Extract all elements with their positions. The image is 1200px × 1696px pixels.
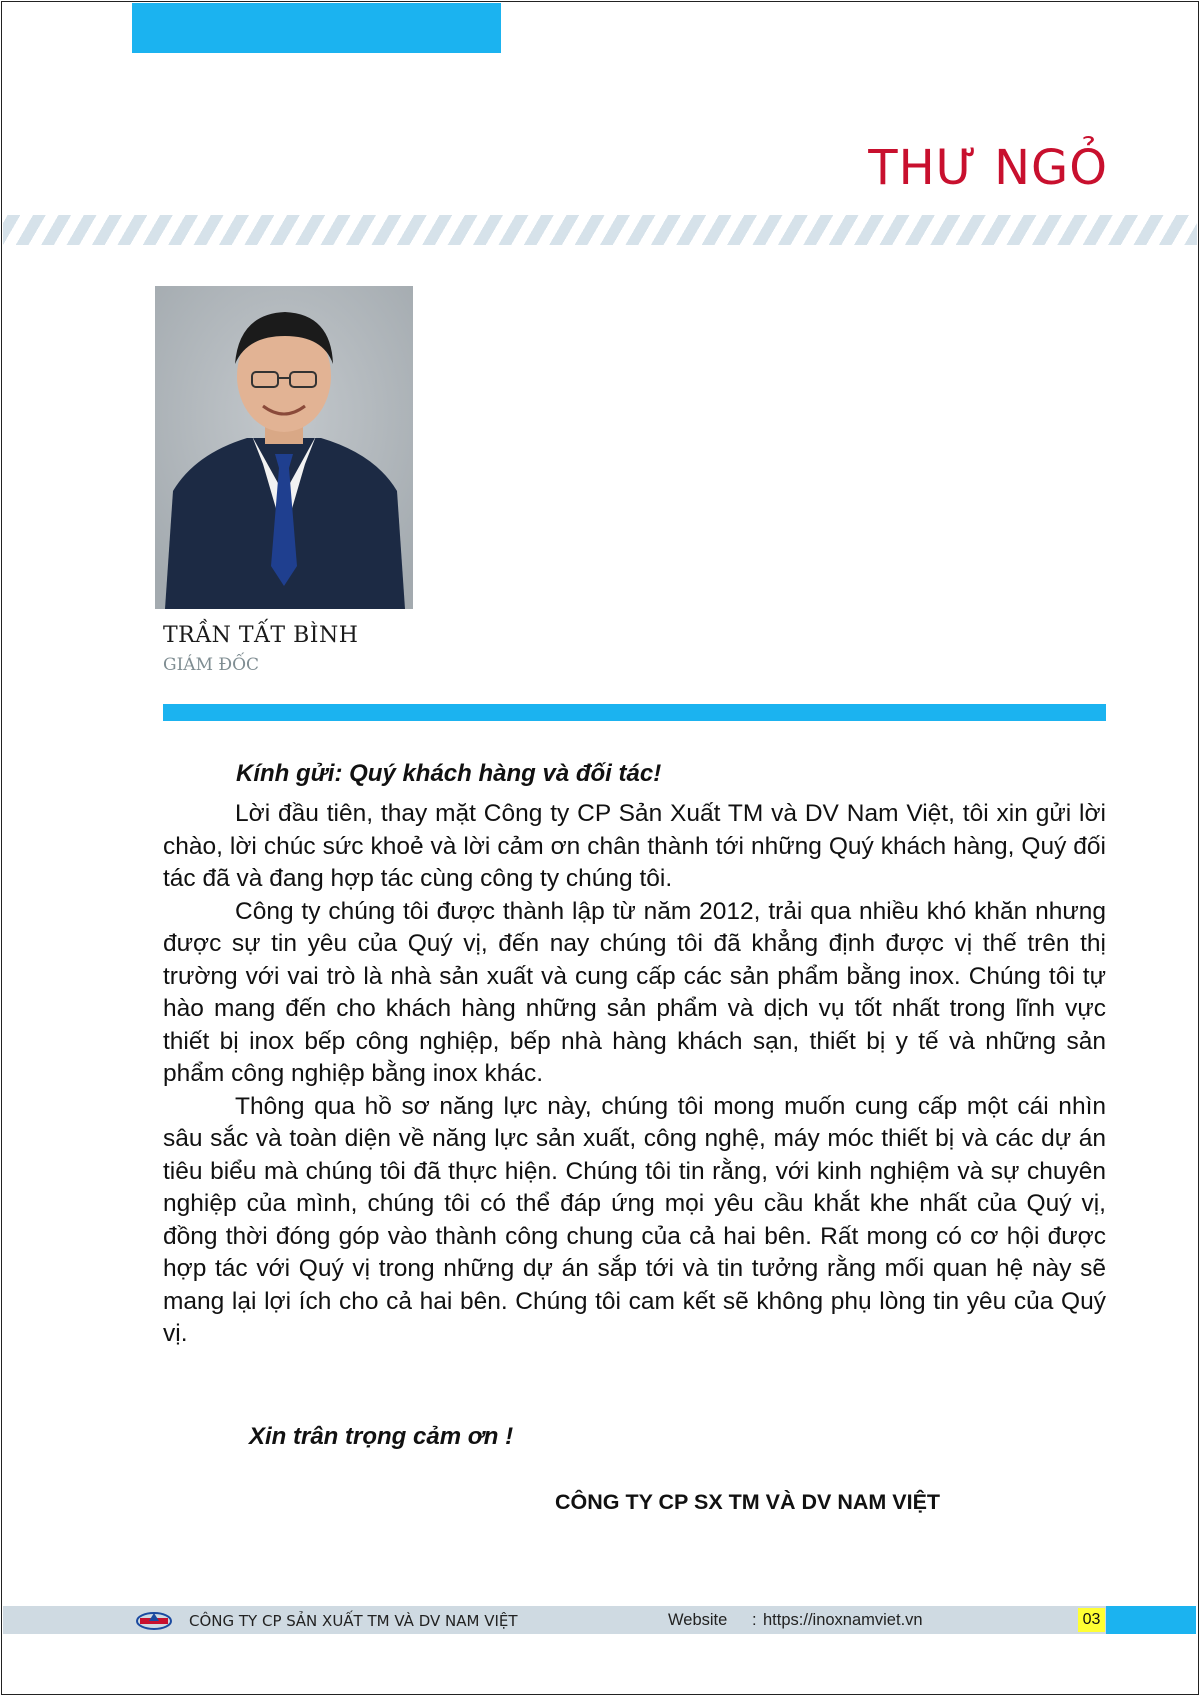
company-signature: CÔNG TY CP SX TM VÀ DV NAM VIỆT: [555, 1490, 941, 1514]
footer-website-label: Website: [668, 1611, 728, 1629]
footer-company-name: CÔNG TY CP SẢN XUẤT TM VÀ DV NAM VIỆT: [189, 1612, 518, 1630]
letter-paragraph: Thông qua hồ sơ năng lực này, chúng tôi mong muốn cung cấp một cái nhìn sâu sắc và toàn diện về năng lực sản xuất, công nghệ, máy móc thiết bị và các dự án tiêu biểu mà chúng tôi đã thực hiện. Chúng tôi tin rằng, với kinh nghiệm và sự chuyên nghiệp của mình, chúng tôi có thể đáp ứng mọi yêu cầu khắt khe nhất của Quý vị, đồng thời đóng góp vào thành công chung của cả hai bên. Rất mong có cơ hội được hợp tác với Quý vị trong những dự án sắp tới và tin tưởng rằng mối quan hệ này sẽ mang lại lợi ích cho cả hai bên. Chúng tôi cam kết sẽ không phụ lòng tin yêu của Quý vị.: [163, 1092, 1106, 1347]
top-accent-bar: [132, 3, 501, 53]
footer-website-separator: :: [752, 1611, 757, 1629]
director-role: GIÁM ĐỐC: [163, 655, 260, 675]
director-name: TRẦN TẤT BÌNH: [163, 623, 359, 648]
letter-paragraph: Công ty chúng tôi được thành lập từ năm 2012, trải qua nhiều khó khăn nhưng được sự tin yêu của Quý vị, đến nay chúng tôi đã khẳng định được vị thế trên thị trường với vai trò là nhà sản xuất và cung cấp các sản phẩm bằng inox. Chúng tôi tự hào mang đến cho khách hàng những sản phẩm và dịch vụ tốt nhất trong lĩnh vực thiết bị inox bếp công nghiệp, bếp nhà hàng khách sạn, thiết bị y tế và những sản phẩm công nghiệp bằng inox khác.: [163, 897, 1106, 1087]
diagonal-stripe-band: [3, 215, 1197, 245]
letter-salutation: Kính gửi: Quý khách hàng và đối tác!: [236, 760, 662, 787]
company-logo-icon: [135, 1610, 173, 1632]
footer-website-link[interactable]: https://inoxnamviet.vn: [763, 1611, 923, 1629]
letter-closing: Xin trân trọng cảm ơn !: [249, 1423, 514, 1450]
letter-paragraph: Lời đầu tiên, thay mặt Công ty CP Sản Xuất TM và DV Nam Việt, tôi xin gửi lời chào, lời chúc sức khoẻ và lời cảm ơn chân thành tới những Quý khách hàng, Quý đối tác đã và đang hợp tác cùng công ty chúng tôi.: [163, 800, 1106, 892]
footer-accent-bar: [1106, 1606, 1196, 1634]
director-portrait: [155, 286, 413, 609]
section-divider: [163, 704, 1106, 721]
letter-body: [163, 760, 1106, 1351]
page-title: THƯ NGỎ: [868, 140, 1108, 196]
page-number: 03: [1078, 1608, 1105, 1632]
